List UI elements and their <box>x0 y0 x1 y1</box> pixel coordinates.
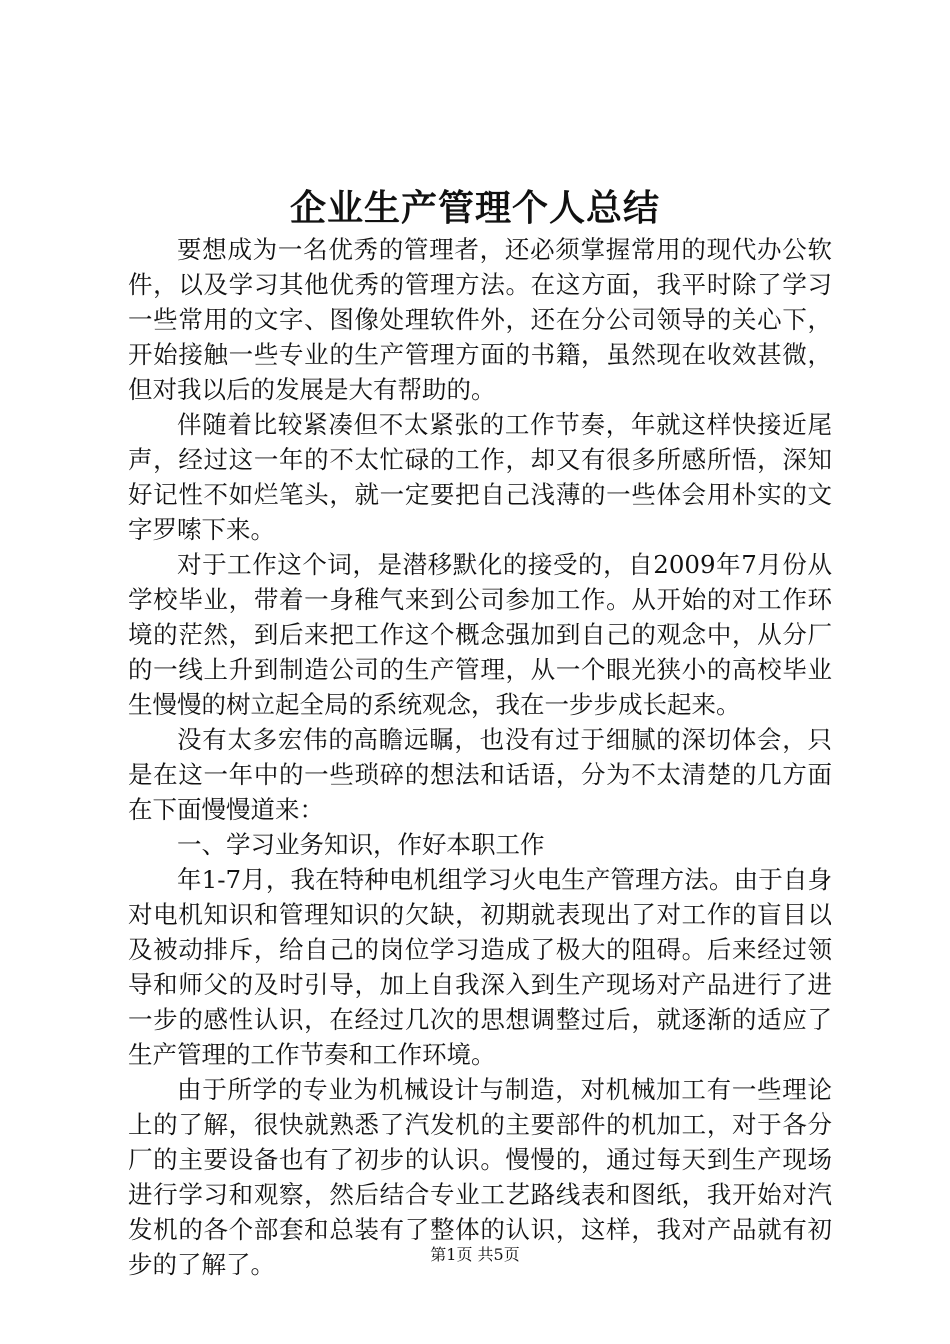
paragraph: 年1-7月，我在特种电机组学习火电生产管理方法。由于自身对电机知识和管理知识的欠缺，初期就表现出了对工作的盲目以及被动排斥，给自己的岗位学习造成了极大的阻碍。后来经过领导和师父的及时引导，加上自我深入到生产现场对产品进行了进一步的感性认识，在经过几次的思想调整过后，就逐渐的适应了生产管理的工作节奏和工作环境。 <box>128 865 832 1069</box>
paragraph: 对于工作这个词，是潜移默化的接受的，自2009年7月份从学校毕业，带着一身稚气来到公司参加工作。从开始的对工作环境的茫然，到后来把工作这个概念强加到自己的观念中，从分厂的一线上升到制造公司的生产管理，从一个眼光狭小的高校毕业生慢慢的树立起全局的系统观念，我在一步步成长起来。 <box>128 550 832 719</box>
paragraph: 由于所学的专业为机械设计与制造，对机械加工有一些理论上的了解，很快就熟悉了汽发机的主要部件的机加工，对于各分厂的主要设备也有了初步的认识。慢慢的，通过每天到生产现场进行学习和观察，然后结合专业工艺路线表和图纸，我开始对汽发机的各个部套和总装有了整体的认识，这样，我对产品就有初步的了解了。 <box>128 1075 832 1279</box>
section-heading: 一、学习业务知识，作好本职工作 <box>177 830 545 859</box>
page-footer: 第1页 共5页 <box>430 1245 520 1264</box>
document-title: 企业生产管理个人总结 <box>289 187 660 229</box>
paragraph: 要想成为一名优秀的管理者，还必须掌握常用的现代办公软件，以及学习其他优秀的管理方法。在这方面，我平时除了学习一些常用的文字、图像处理软件外，还在分公司领导的关心下，开始接触一些专业的生产管理方面的书籍，虽然现在收效甚微，但对我以后的发展是大有帮助的。 <box>128 235 832 404</box>
document-body <box>128 232 832 1282</box>
paragraph: 没有太多宏伟的高瞻远瞩，也没有过于细腻的深切体会，只是在这一年中的一些琐碎的想法和话语，分为不太清楚的几方面在下面慢慢道来： <box>128 725 832 824</box>
paragraph: 伴随着比较紧凑但不太紧张的工作节奏，年就这样快接近尾声，经过这一年的不太忙碌的工作，却又有很多所感所悟，深知好记性不如烂笔头，就一定要把自己浅薄的一些体会用朴实的文字罗嗦下来。 <box>128 410 832 544</box>
